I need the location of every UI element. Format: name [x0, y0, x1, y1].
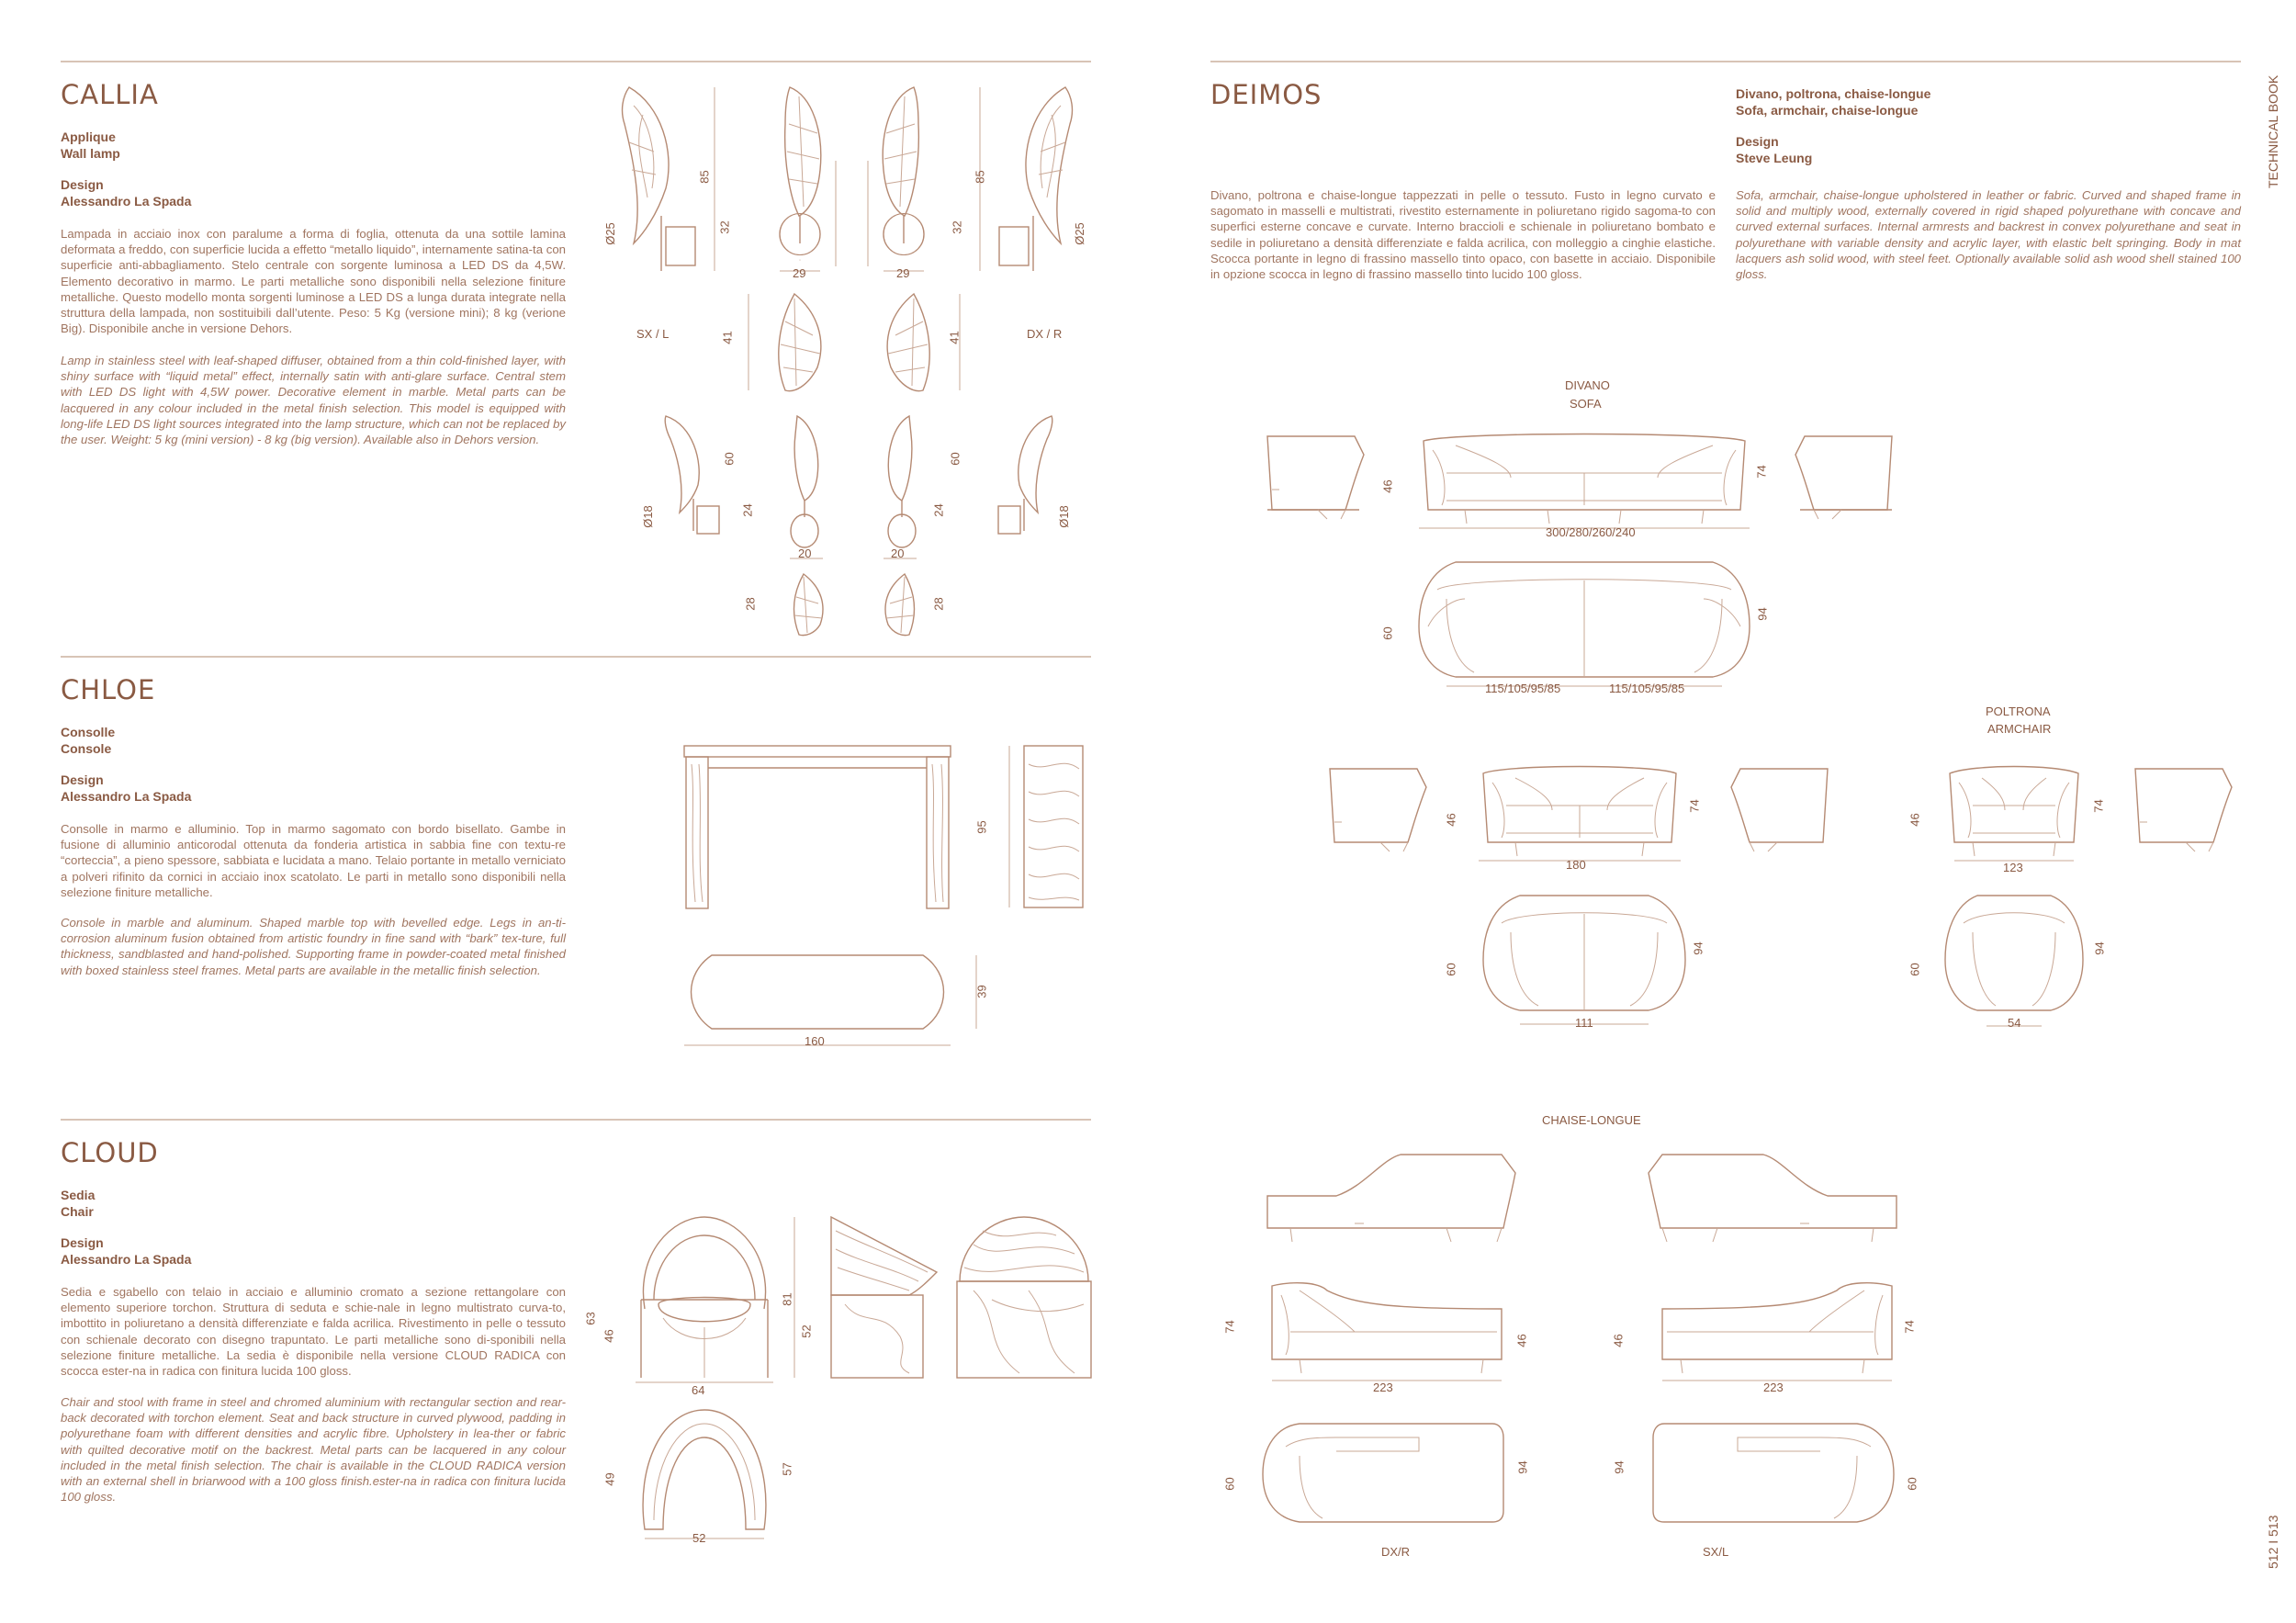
deimos-chaise-side-sx [1649, 1150, 1942, 1242]
callia-dim-85-left: 85 [697, 170, 712, 184]
cloud-dim-52a: 52 [799, 1324, 814, 1338]
callia-mini-dim-o18-left: Ø18 [640, 505, 655, 528]
deimos-sofa-front [1419, 432, 1750, 524]
cloud-back-view [955, 1217, 1093, 1382]
deimos-design-label: Design [1736, 134, 1779, 149]
deimos-sofa-top [1419, 562, 1750, 682]
deimos-chaise-dim-74a: 74 [1222, 1320, 1237, 1334]
deimos-sofa-dim-w1: 115/105/95/85 [1485, 682, 1561, 695]
rule-deimos [1210, 61, 2241, 62]
callia-mini-dim-o18-right: Ø18 [1056, 505, 1071, 528]
rule-chloe [61, 656, 1091, 658]
callia-mini-dim-28-left: 28 [743, 597, 758, 611]
chloe-type-it: Consolle [61, 725, 116, 739]
chloe-text-it: Consolle in marmo e alluminio. Top in marmo sagomato con bordo bisellato. Gambe in fusione di alluminio anticorodal ottenuta da fonderia artistica in sabbia fine con textu-re “corteccia”, a pieno spessore, sabbiata e lucidata a mano. Telaio portante in metallo verniciato a polveri rifinito da cornici in acciaio inox scatolato. Le parti in metallo sono disponibili nella selezione finiture metalliche. [61, 822, 566, 899]
deimos-sofa-label-en: SOFA [1570, 397, 1602, 411]
callia-dim-85-right: 85 [973, 170, 987, 184]
cloud-type-en: Chair [61, 1204, 94, 1219]
callia-mini-dim-20-left: 20 [798, 547, 812, 560]
cloud-front-view [636, 1217, 764, 1382]
cloud-designer: Alessandro La Spada [61, 1252, 192, 1267]
deimos-sofa-side-left [1263, 432, 1364, 524]
deimos-sofa-dim-60: 60 [1380, 626, 1395, 640]
callia-lamp-side-left [606, 87, 707, 289]
chloe-side-view [1024, 746, 1088, 911]
deimos-chaise-dim-w2: 223 [1763, 1381, 1784, 1394]
cloud-meta [61, 1187, 191, 1268]
callia-mini-dim-24-left: 24 [740, 503, 755, 517]
deimos-small-sofa-dim-46: 46 [1444, 813, 1458, 827]
callia-design-label: Design [61, 177, 104, 192]
callia-type-it: Applique [61, 130, 116, 144]
deimos-chaise-label: CHAISE-LONGUE [1542, 1113, 1641, 1127]
deimos-small-sofa-dim-w2: 111 [1575, 1016, 1593, 1030]
deimos-chaise-dim-46b: 46 [1611, 1334, 1626, 1347]
callia-mini-side-left [657, 416, 730, 545]
deimos-small-sofa-dim-width: 180 [1566, 858, 1586, 872]
deimos-type-en: Sofa, armchair, chaise-longue [1736, 103, 1919, 118]
cloud-design-label: Design [61, 1235, 104, 1250]
deimos-chaise-dim-46a: 46 [1514, 1334, 1529, 1347]
deimos-armchair-label-en: ARMCHAIR [1987, 722, 2052, 736]
callia-designer: Alessandro La Spada [61, 194, 192, 209]
deimos-armchair-label-it: POLTRONA [1986, 704, 2051, 718]
deimos-armchair-dim-46: 46 [1908, 813, 1922, 827]
deimos-chaise-top-dx [1263, 1419, 1511, 1529]
deimos-small-sofa-dim-74: 74 [1687, 799, 1702, 813]
deimos-sofa-label-it: DIVANO [1565, 378, 1610, 392]
callia-dim-41-left: 41 [720, 331, 735, 344]
callia-dim-29-right: 29 [896, 266, 910, 280]
chloe-title: CHLOE [61, 674, 156, 705]
deimos-small-sofa-front [1479, 764, 1681, 856]
deimos-armchair-dim-94: 94 [2092, 941, 2107, 955]
cloud-dim-52b: 52 [692, 1531, 706, 1545]
deimos-armchair-dim-74: 74 [2091, 799, 2106, 813]
deimos-armchair-front [1945, 764, 2083, 856]
cloud-title: CLOUD [61, 1137, 159, 1168]
deimos-sofa-dim-46: 46 [1380, 479, 1395, 493]
deimos-small-sofa-dim-94: 94 [1691, 941, 1705, 955]
callia-dim-o25-right: Ø25 [1072, 222, 1086, 245]
deimos-chaise-sx-label: SX/L [1703, 1545, 1729, 1559]
deimos-chaise-front-sx [1653, 1281, 1901, 1373]
page-numbers: 512 I 513 [2266, 1515, 2280, 1569]
deimos-meta [1736, 85, 1930, 166]
cloud-text-en: Chair and stool with frame in steel and chromed aluminium with rectangular section and rear-back decorated with torchon element. Seat and back structure in curved plywood, padding in polyurethane foam with different densities and acrylic fibre. Upholstery in lea-ther or fabric with quilted decorative motif on the backrest. Metal parts can be lacquered in any colour included in the metal finish selection. The chair is available in the CLOUD RADICA version with an external shell in briarwood with a 100 gloss finish.ester-na in radica con finitura lucida 100 gloss. [61, 1395, 566, 1505]
callia-text-en: Lamp in stainless steel with leaf-shaped diffuser, obtained from a thin cold-finished layer, with shiny surface with “liquid metal” effect, internally satin with anti-glare surface. Central stem with LED DS light with 4,5W power. Decorative element in marble. Metal parts can be lacquered in any colour included in the metal finish selection. This model is equipped with long-life LED DS light sources integrated into the lamp structure, which can not be replaced by the user. Weight: 5 kg (mini version) - 8 kg (big version). Available also in Dehors version. [61, 354, 566, 447]
cloud-text-it: Sedia e sgabello con telaio in acciaio e alluminio cromato a sezione rettangolare con elemento superiore torchon. Struttura di seduta e schie-nale in legno multistrato curva-to, imbottito in poliuretano a densità differenziate e falda acrilica. Rivestimento in pelle o tessuto con schienale decorato con disegno trapuntato. Le parti metalliche sono di-sponibili nella selezione finiture metalliche. La sedia è disponibile nella versione CLOUD RADICA con scocca ester-na in radica con finitura lucida 100 gloss. [61, 1285, 566, 1379]
callia-lamp-front-2 [872, 87, 937, 271]
deimos-chaise-top-sx [1653, 1419, 1901, 1529]
callia-mini-dim-24-right: 24 [931, 503, 946, 517]
deimos-sofa-dim-94: 94 [1755, 607, 1770, 621]
cloud-dim-81: 81 [780, 1292, 794, 1306]
chloe-designer: Alessandro La Spada [61, 789, 192, 804]
callia-lamp-side-right [987, 87, 1088, 289]
chloe-dim-width: 160 [805, 1034, 825, 1048]
deimos-text-en: Sofa, armchair, chaise-longue upholstered in leather or fabric. Curved and shaped frame in solid and multiply wood, externally covered in rigid shaped polyurethane with concave and curved external surfaces. Internal armrests and backrest in convex polyurethane and seat in polyurethane with variable density and acrylic layer, with elastic belt springing. Body in mat lacquers ash solid wood, with steel feet. Optionally available solid ash wood shell stained 100 gloss. [1736, 188, 2241, 282]
callia-leaf-top-right [877, 294, 941, 395]
cloud-dim-64: 64 [692, 1383, 705, 1397]
chloe-dim-height: 95 [974, 820, 989, 834]
cloud-dim-46: 46 [602, 1329, 616, 1343]
deimos-chaise-dim-60a: 60 [1222, 1477, 1237, 1491]
callia-lamp-front-1 [767, 87, 831, 271]
deimos-armchair-dim-w2: 54 [2008, 1016, 2021, 1030]
chloe-type-en: Console [61, 741, 112, 756]
deimos-armchair-dim-60: 60 [1908, 963, 1922, 976]
chloe-text-en: Console in marble and aluminum. Shaped marble top with bevelled edge. Legs in an-ti-corrosion aluminum fusion obtained from artistic foundry in fine sand with “bark” tex-ture, full thickness, sandblasted and hand-polished. Supporting frame in powder-coated metal finished with boxed stainless steel frames. Metal parts are available in the metallic finish selection. [61, 916, 566, 977]
callia-mini-dim-60-right: 60 [948, 452, 962, 466]
deimos-armchair-top [1945, 896, 2083, 1015]
deimos-sofa-dim-w2: 115/105/95/85 [1609, 682, 1685, 695]
cloud-type-it: Sedia [61, 1188, 96, 1202]
callia-mini-leaf-left [785, 574, 831, 638]
deimos-type-it: Divano, poltrona, chaise-longue [1736, 86, 1931, 101]
cloud-dim-49: 49 [602, 1472, 617, 1486]
deimos-small-sofa-top [1483, 896, 1685, 1015]
callia-mini-dim-20-right: 20 [891, 547, 905, 560]
rule-cloud [61, 1119, 1091, 1121]
chloe-design-label: Design [61, 772, 104, 787]
callia-label-sx: SX / L [636, 327, 670, 341]
callia-title: CALLIA [61, 79, 159, 110]
callia-mini-front-2 [872, 416, 928, 545]
callia-dim-o25-left: Ø25 [602, 222, 617, 245]
deimos-small-sofa-side-right [1731, 764, 1832, 856]
deimos-chaise-dim-94a: 94 [1515, 1460, 1530, 1474]
deimos-armchair-dim-width: 123 [2003, 861, 2023, 874]
deimos-chaise-front-dx [1263, 1281, 1511, 1373]
deimos-sofa-side-right [1795, 432, 1896, 524]
deimos-chaise-dx-label: DX/R [1381, 1545, 1411, 1559]
deimos-chaise-side-dx [1263, 1150, 1557, 1242]
callia-dim-32-left: 32 [717, 220, 732, 234]
rule-callia [61, 61, 1091, 62]
chloe-dim-depth: 39 [974, 985, 989, 998]
callia-dim-32-right: 32 [950, 220, 964, 234]
callia-dim-41-right: 41 [947, 331, 962, 344]
deimos-chaise-dim-74b: 74 [1902, 1320, 1917, 1334]
deimos-small-sofa-dim-60: 60 [1444, 963, 1458, 976]
chloe-top-view [684, 955, 960, 1047]
chloe-front-view [684, 746, 960, 911]
deimos-sofa-dim-74: 74 [1754, 465, 1769, 479]
callia-type-en: Wall lamp [61, 146, 120, 161]
cloud-top-view [636, 1410, 773, 1538]
deimos-chaise-dim-94b: 94 [1612, 1460, 1626, 1474]
callia-label-dx: DX / R [1027, 327, 1063, 341]
cloud-side-view [827, 1217, 946, 1382]
cloud-dim-63: 63 [583, 1312, 598, 1325]
deimos-chaise-dim-60b: 60 [1905, 1477, 1919, 1491]
callia-mini-dim-60-left: 60 [722, 452, 737, 466]
cloud-dim-57: 57 [780, 1462, 794, 1476]
deimos-chaise-dim-w1: 223 [1373, 1381, 1393, 1394]
callia-mini-leaf-right [877, 574, 923, 638]
deimos-title: DEIMOS [1210, 79, 1322, 110]
deimos-designer: Steve Leung [1736, 151, 1813, 165]
callia-meta [61, 129, 191, 209]
side-header: TECHNICAL BOOK [2266, 74, 2280, 188]
deimos-small-sofa-side-left [1325, 764, 1426, 856]
callia-dim-29-left: 29 [793, 266, 806, 280]
callia-mini-front-1 [779, 416, 834, 545]
callia-mini-side-right [987, 416, 1061, 545]
deimos-text-it: Divano, poltrona e chaise-longue tappezzati in pelle o tessuto. Fusto in legno curvato e sagomato in masselli e multistrati, rivestito esternamente in poliuretano rigido sagoma-to con superfici esterne concave e curvate. Interno braccioli e schienale in poliuretano bombato e sedile in poliuretano a densità differenziate e falda acrilica, con molleggio a cinghie elastiche. Scocca portante in legno di frassino massello tinto opaco, con basette in acciaio. Disponibile in opzione scocca in legno di frassino massello tinto lucido 100 gloss. [1210, 188, 1716, 282]
callia-leaf-top-left [767, 294, 831, 395]
callia-text-it: Lampada in acciaio inox con paralume a forma di foglia, ottenuta da una sottile lamina deformata a freddo, con superficie lucida a effetto “metallo liquido”, internamente satina-ta con superficie anti-abbagliamento. Stelo centrale con sorgente luminosa a LED DS da 4,5W. Elemento decorativo in marmo. Le parti metalliche sono disponibili nella selezione finiture metalliche. Questo modello monta sorgenti luminose a LED DS a lunga durata integrate nella struttura della lampada, non sostituibili dall’utente. Peso: 5 Kg (versione mini); 8 kg (verione Big). Disponibile anche in versione Dehors. [61, 227, 566, 336]
deimos-armchair-side [2131, 764, 2241, 856]
callia-mini-dim-28-right: 28 [931, 597, 946, 611]
chloe-meta [61, 724, 191, 805]
deimos-sofa-dim-width: 300/280/260/240 [1546, 525, 1636, 539]
